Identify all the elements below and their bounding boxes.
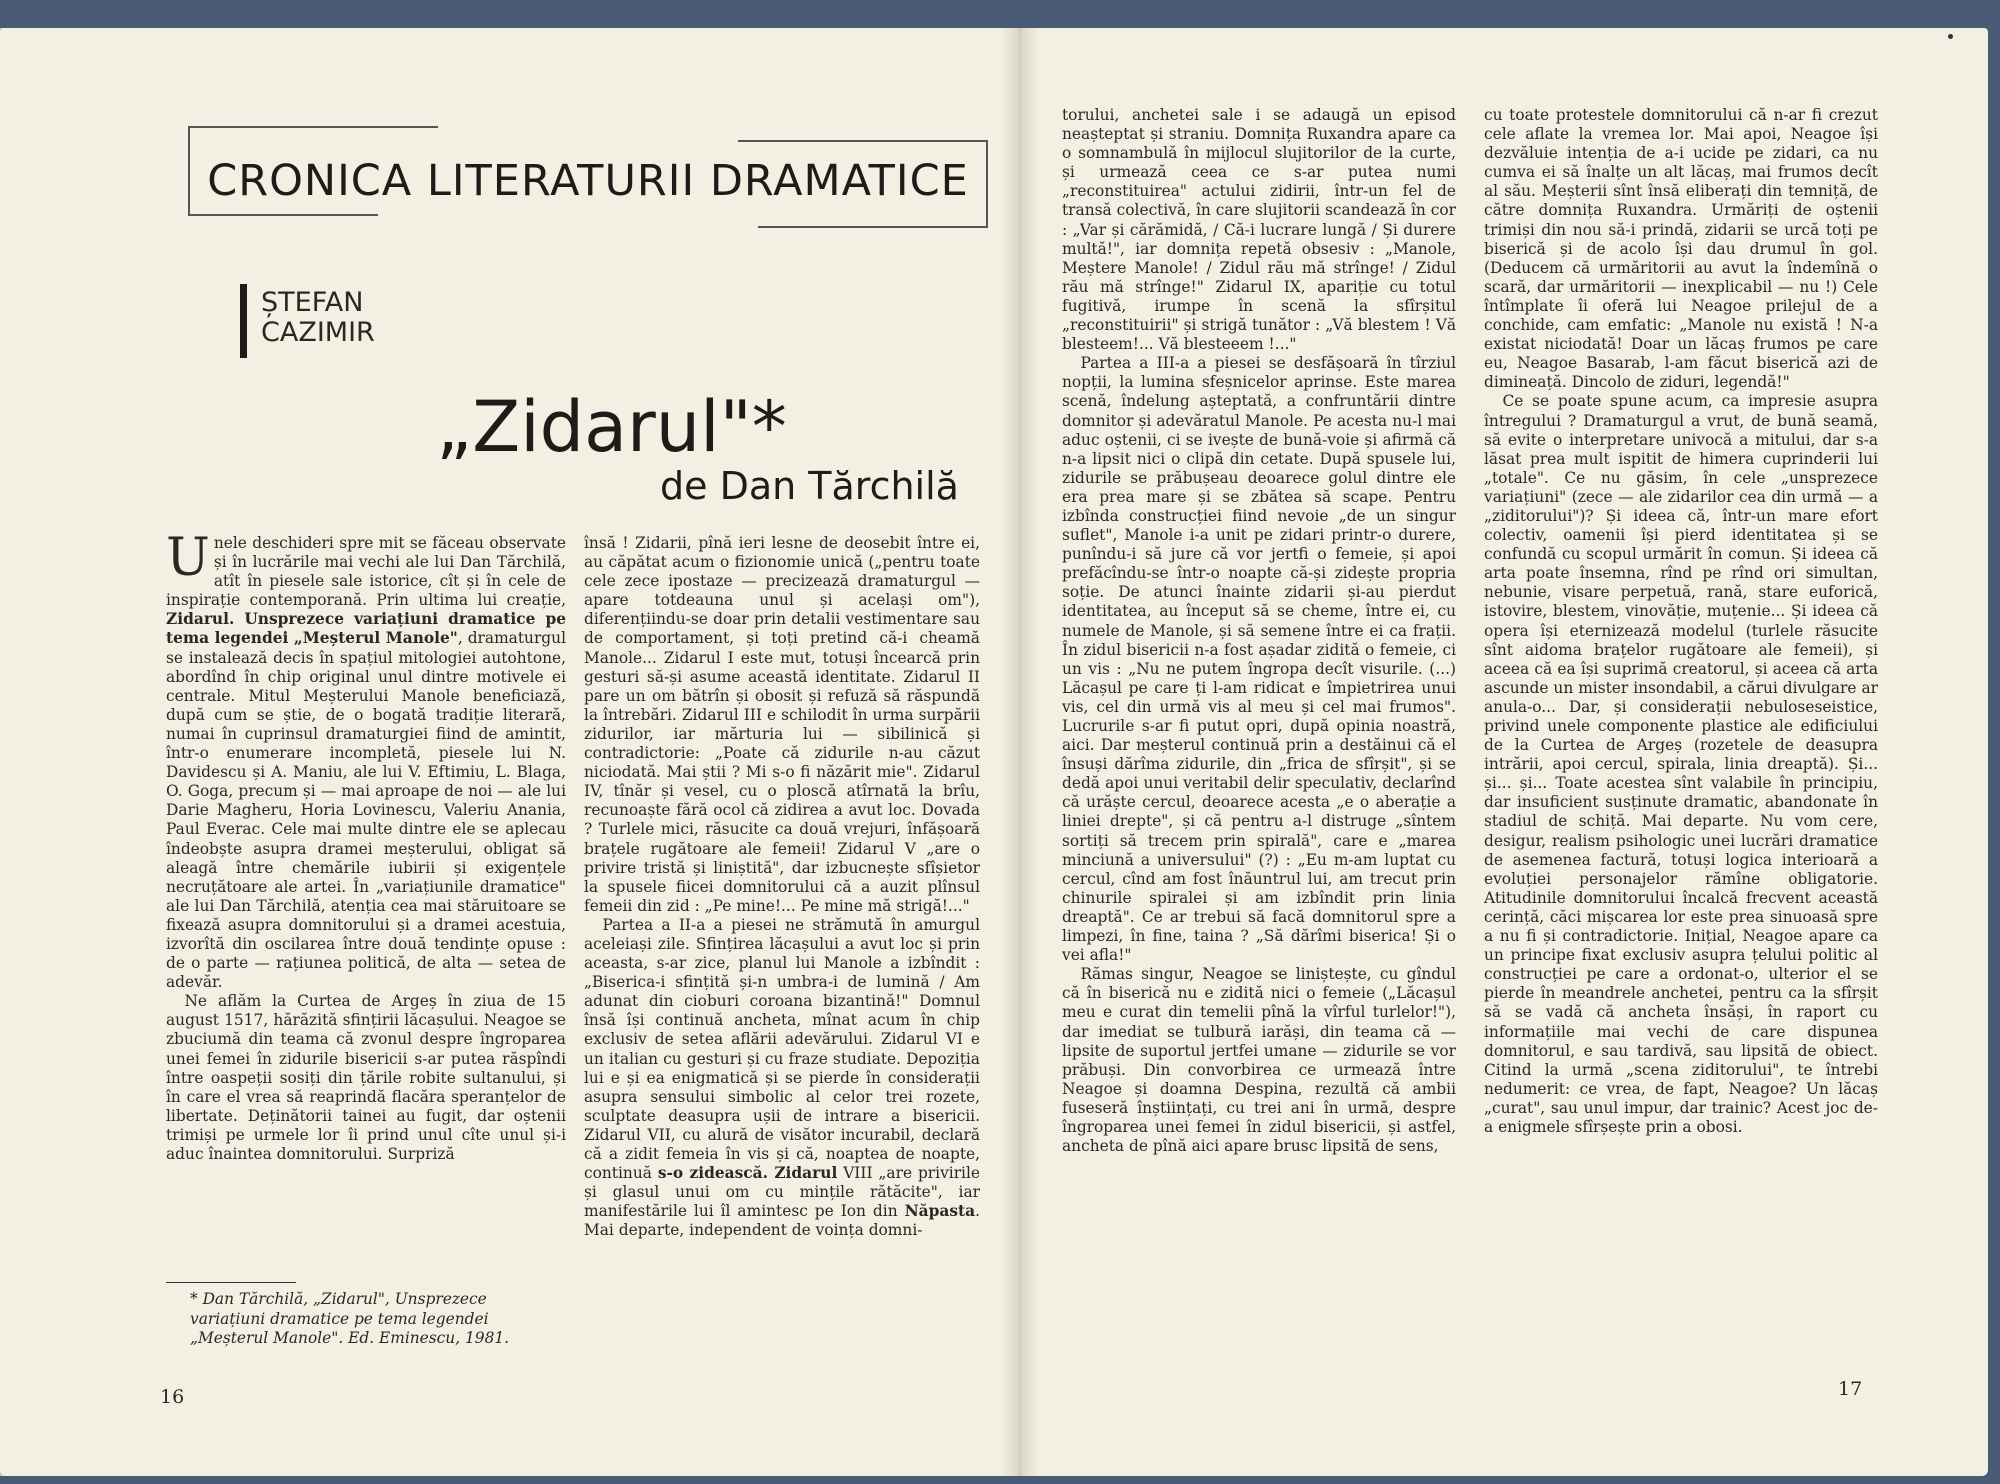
page-number-left: 16 bbox=[160, 1386, 185, 1408]
author-last-name: CAZIMIR bbox=[261, 317, 375, 348]
left-page bbox=[0, 28, 1020, 1476]
drop-cap: U bbox=[166, 528, 210, 588]
paragraph: Rămas singur, Neagoe se liniștește, cu gîndul că în biserică nu e zidită nici o femeie („Lăcașul meu e curat din temelii pînă la vîrful turlelor!"), dar imediat se tulbură iarăși, din teama că — lipsite de suportul jertfei umane — zidurile se vor prăbuși. Din convorbirea ce urmează între Neagoe și doamna Despina, rezultă că ambii fuseseră înștiințați, cu trei ani în urmă, despre îngroparea unei femei în zidul bisericii, și astfel, ancheta de pînă aici apare brusc lipsită de sens, bbox=[1062, 965, 1456, 1156]
paragraph: cu toate protestele domnitorului că n-ar fi crezut cele aflate la vremea lor. Mai apoi, Neagoe își dezvăluie intenția de a-i ucide pe zidari, ca nu cumva ei să înalțe un alt lăcaș, mai frumos decît al său. Meșterii sînt însă eliberați din temniță, de către domnița Ruxandra. Urmăriți de oștenii trimiși din nou să-i prindă, zidarii se urcă toți pe biserică și de acolo își dau drumul în gol. (Deducem că urmăritorii au avut la îndemînă o scară, dar urmăritorii — inexplicabil — nu !) Cele întîmplate îi oferă lui Neagoe prilejul de a conchide, cam emfatic: „Manole nu există ! N-a existat niciodată! Doar un lăcaș frumos pe care eu, Neagoe Basarab, l-am făcut biserică azi de dimineață. Dincolo de ziduri, legendă!" bbox=[1484, 106, 1878, 392]
paragraph: torului, anchetei sale i se adaugă un episod neașteptat și straniu. Domnița Ruxandra apare ca o somnambulă în mijlocul slujitorilor de la curte, și urmează ceea ce s-ar putea numi „reconstituirea" actului zidirii, într-un fel de transă colectivă, în care slujitorii scandează în cor : „Var și cărămidă, / Că-i lucrare lungă / Și durere multă!", iar domnița repetă obsesiv : „Manole, Meștere Manole! / Zidul rău mă strînge! / Zidul rău mă strînge!" Zidarul IX, apariție cu totul fugitivă, irumpe în scenă la sfîrșitul „reconstituirii" și strigă tunător : „Vă blestem ! Vă blesteem!... Vă blesteeem !..." bbox=[1062, 106, 1456, 354]
paragraph: Ce se poate spune acum, ca impresie asupra întregului ? Dramaturgul a vrut, de bună seamă, să evite o interpretare univocă a mitului, dar s-a lăsat prea mult ispitit de himera cuprinderii lui „totale". Ce nu găsim, în cele „unsprezece variațiuni" (zece — ale zidarilor cea din urmă — a „ziditorului")? Și ideea că, într-un mare efort colectiv, oamenii își pierd identitatea și se confundă cu scopul urmărit în comun. Și ideea că arta poate însemna, rînd pe rînd ori simultan, nebunie, visare perpetuă, rană, stare euforică, istovire, blestem, vinovăție, muțenie... Și ideea că opera își eternizează modelul (turlele răsucite sînt aidoma brațelor rugătoare ale femeii), și aceea că ea își suprimă creatorul, și aceea că arta ascunde un mister insondabil, a cărui divulgare ar anula-o... Dar, și considerații nebuloseseistice, privind unele componente plastice ale edificiului de la Curtea de Argeș (rozetele de deasupra intrării, apoi cercul, spirala, linia dreaptă). Și... și... și... Toate acestea sînt valabile în principiu, dar insuficient susținute dramatic, abandonate în stadiul de schiță. Mai departe. Nu vom cere, desigur, realism psihologic unei lucrări dramatice de asemenea factură, totuși logica interioară a evoluției personajelor rămîne obligatorie. Atitudinile domnitorului încalcă frecvent această cerință, căci mișcarea lor este prea sinuoasă spre a nu fi și contradictorie. Inițial, Neagoe apare ca un principe fixat exclusiv asupra țelului politic al construcției pe care a ordonat-o, ulterior el se pierde în meandrele anchetei, pentru ca la sfîrșit să se vadă că ancheta însăși, în raport cu informațiile mai vechi de care dispunea domnitorul, e sau tardivă, sau lipsită de obiect. Citind la urmă „scena ziditorului", te întrebi nedumerit: ce vrea, de fapt, Neagoe? Un lăcaș „curat", sau unul impur, dar trainic? Acest joc de-a enigmele sfîrșește prin a obosi. bbox=[1484, 392, 1878, 1136]
article-subtitle: de Dan Tărchilă bbox=[660, 464, 959, 508]
text-column-3 bbox=[1062, 106, 1456, 1156]
section-header bbox=[188, 126, 988, 226]
paragraph: Ne aflăm la Curtea de Argeș în ziua de 15 august 1517, hărăzită sfințirii lăcașului. Neagoe se zbuciumă din teama că zvonul despre îngroparea unei femei în zidurile bisericii s-ar putea răspîndi între oaspeții sosiți din țările robite sultanului, și în care el vrea să reaprindă flacăra speranțelor de libertate. Deținătorii tainei au fugit, dar oștenii trimiși pe urmele lor îi prind unul cîte unul și-i aduc înaintea domnitorului. Surpriză bbox=[166, 992, 566, 1163]
paragraph: Partea a II-a a piesei ne strămută în amurgul aceleiași zile. Sfințirea lăcașului a avut loc și prin aceasta, s-ar zice, planul lui Manole a izbîndit : „Biserica-i sfințită și-n umbra-i de lumină / Am adunat din cioburi coroana bizantină!" Domnul însă își continuă ancheta, mînat acum în chip exclusiv de setea aflării adevărului. Zidarul VI e un italian cu gesturi și cu fraze studiate. Depoziția lui e și ea enigmatică și se pierde în considerații asupra sensului simbolic al celor trei rozete, sculptate deasupra ușii de intrare a bisericii. Zidarul VII, cu alură de visător incurabil, declară că a zidit femeia în vis și că, noaptea de noapte, continuă s-o zidească. Zidarul VIII „are privirile și glasul unui om cu mințile rătăcite", iar manifestările lui îl amintesc pe Ion din Năpasta. Mai departe, independent de voința domni- bbox=[584, 915, 980, 1240]
paragraph: Partea a III-a a piesei se desfășoară în tîrziul nopții, la lumina sfeșnicelor aprinse. Este marea scenă, îndelung așteptată, a confruntării dintre domnitor și adevăratul Manole. Pe acesta nu-l mai aduc oștenii, ci se ivește de bună-voie și afirmă că n-a lipsit nici o clipă din cetate. După spusele lui, zidurile se prăbușeau deoarece golul dintre ele era prea mare și se zbătea să scape. Pentru izbînda construcției fiind nevoie „de un singur suflet", Manole i-a unit pe zidari printr-o durere, punîndu-i să jure că vor jertfi o femeie, și apoi prefăcîndu-se într-o noapte că-și zidește propria soție. De atunci înainte zidarii și-au pierdut identitatea, au început să se cheme, între ei, cu numele de Manole, și să semene între ei ca frații. În zidul bisericii n-a fost așadar zidită o femeie, ci un vis : „Nu ne putem îngropa decît visurile. (...) Lăcașul pe care ți l-am ridicat e împietrirea unui vis, cel din urmă vis al meu și cel mai frumos". Lucrurile s-ar fi putut opri, după opinia noastră, aici. Dar meșterul continuă prin a destăinui că el însuși dărîma zidurile, din „frica de sfîrșit", și se dedă apoi unui veritabil delir speculativ, declarînd că urăște cercul, deoarece acesta „e o aberație a liniei drepte", și că pentru a-l distruge „sîntem sortiți să trecem prin spirală", care e „marea minciună a universului" (?) : „Eu m-am luptat cu cercul, cînd am fost înăuntrul lui, am trecut prin chinurile spiralei și am izbîndit prin linia dreaptă". Ce ar trebui să facă domnitorul spre a limpezi, în fine, taina ? „Să dărîmi biserica! Și o vei afla!" bbox=[1062, 354, 1456, 965]
book-gutter bbox=[1000, 28, 1040, 1476]
text-column-4 bbox=[1484, 106, 1878, 1137]
footnote: * Dan Tărchilă, „Zidarul", Unsprezece variațiuni dramatice pe tema legendei „Meșterul Manole". Ed. Eminescu, 1981. bbox=[190, 1290, 510, 1347]
speck bbox=[1948, 34, 1953, 39]
page-number-right: 17 bbox=[1838, 1378, 1863, 1400]
footnote-rule bbox=[166, 1282, 296, 1283]
author-name bbox=[240, 284, 375, 358]
paragraph: Unele deschideri spre mit se făceau observate și în lucrările mai vechi ale lui Dan Tărchilă, atît în piesele sale istorice, cît și în cele de inspirație contemporană. Prin ultima lui creație, Zidarul. Unsprezece variațiuni dramatice pe tema legendei „Meșterul Manole", dramaturgul se instalează decis în spațiul mitologiei autohtone, abordînd în chip original unul dintre motivele ei centrale. Mitul Meșterului Manole beneficiază, după cum se știe, de o bogată tradiție literară, numai în cuprinsul dramaturgiei fiind de amintit, într-o enumerare incompletă, piesele lui N. Davidescu și A. Maniu, ale lui V. Eftimiu, L. Blaga, O. Goga, precum și — mai aproape de noi — ale lui Darie Magheru, Horia Lovinescu, Valeriu Anania, Paul Everac. Cele mai multe dintre ele se aplecau îndeobște asupra dramei meșterului, obligat să aleagă între chemările iubirii și exigențele necruțătoare ale artei. În „variațiunile dramatice" ale lui Dan Tărchilă, atenția cea mai stăruitoare se fixează asupra domnitorului și a dramei acestuia, izvorîtă din oscilarea între două tendințe opuse : de o parte — rațiunea politică, de alta — setea de adevăr. bbox=[166, 528, 566, 992]
bold-title-reference: Zidarul. Unsprezece variațiuni dramatice pe tema legendei „Meșterul Manole" bbox=[166, 610, 566, 648]
text-column-1 bbox=[166, 528, 566, 1164]
article-title: „Zidarul"* bbox=[436, 386, 787, 468]
paragraph: însă ! Zidarii, pînă ieri lesne de deosebit între ei, au căpătat acum o fizionomie unică („pentru toate cele zece ipostaze — precizează dramaturgul — apare totdeauna unul și același om"), diferențiindu-se doar prin detalii vestimentare sau de comportament, și toți pretind că-i cheamă Manole... Zidarul I este mut, totuși încearcă prin gesturi să-și asume această identitate. Zidarul II pare un om bătrîn și obosit și refuză să răspundă la întrebări. Zidarul III e schilodit în urma surpării zidurilor, iar mărturia lui — sibilinică și contradictorie: „Poate că zidurile n-au căzut niciodată. Mai știi ? Mi s-o fi năzărit mie". Zidarul IV, tînăr și vesel, cu o ploscă atîrnată la brîu, recunoaște fără ocol că zidirea a avut loc. Dovada ? Turlele mici, răsucite ca două vrejuri, înfășoară brațele rugătoare ale femeii! Zidarul V „are o privire tristă și liniștită", dar izbucnește sfîșietor la spusele fiicei domnitorului că a auzit plînsul femeii din zid : „Pe mine!... Pe mine mă strigă!..." bbox=[584, 534, 980, 915]
section-title: CRONICA LITERATURII DRAMATICE bbox=[207, 156, 969, 206]
author-first-name: ȘTEFAN bbox=[261, 287, 364, 318]
text-column-2 bbox=[584, 534, 980, 1240]
